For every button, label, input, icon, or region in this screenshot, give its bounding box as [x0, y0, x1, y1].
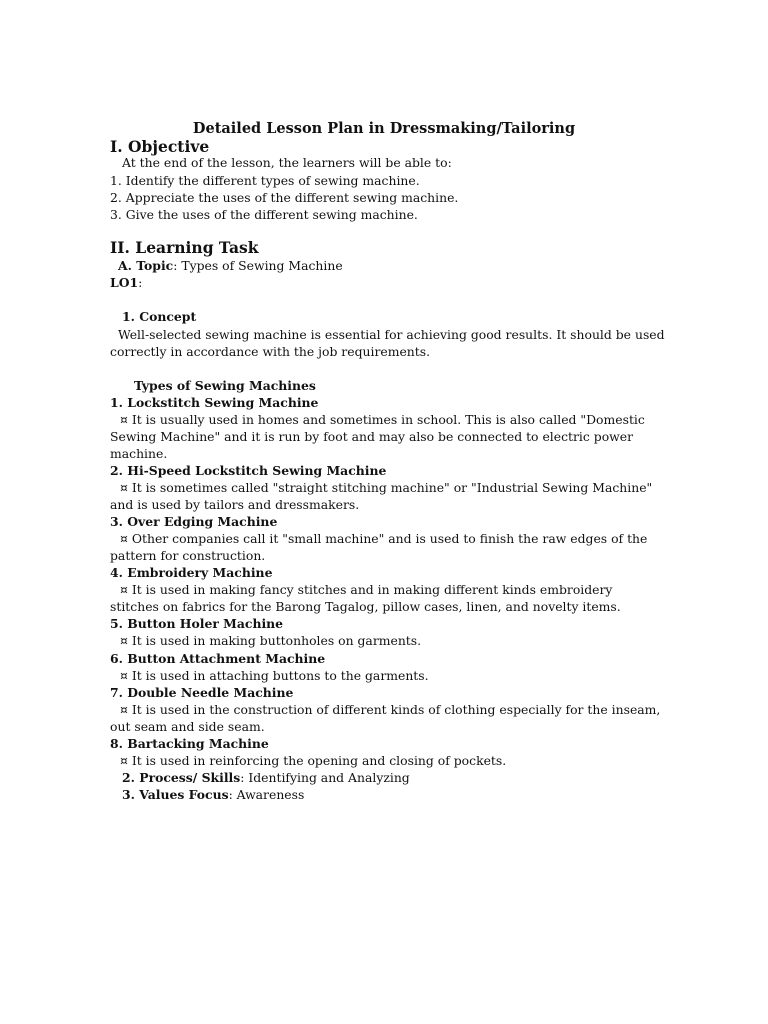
machine-name: 7. Double Needle Machine [110, 685, 294, 700]
document-title: Detailed Lesson Plan in Dressmaking/Tailoring [192, 120, 576, 137]
objective-item: 3. Give the uses of the different sewing machine. [110, 207, 418, 222]
machine-name: 2. Hi-Speed Lockstitch Sewing Machine [110, 463, 387, 478]
machine-description: out seam and side seam. [110, 719, 265, 734]
machine-description: stitches on fabrics for the Barong Tagalog, pillow cases, linen, and novelty items. [110, 599, 621, 614]
machine-description: pattern for construction. [110, 548, 266, 563]
machine-description: ¤ It is usually used in homes and sometimes in school. This is also called "Domestic [120, 412, 645, 427]
process-line [122, 769, 658, 786]
concept-text: correctly in accordance with the job requirements. [110, 344, 431, 359]
process-label: 2. Process/ Skills [122, 770, 241, 785]
machine-description: ¤ It is used in reinforcing the opening and closing of pockets. [120, 753, 507, 768]
values-line [122, 786, 658, 803]
lo-label: LO1 [110, 275, 139, 290]
machine-name: 6. Button Attachment Machine [110, 651, 326, 666]
machine-description: and is used by tailors and dressmakers. [110, 497, 360, 512]
objective-item: 1. Identify the different types of sewing machine. [110, 173, 420, 188]
concept-text: Well-selected sewing machine is essential for achieving good results. It should be used [118, 327, 665, 342]
lo-colon: : [138, 275, 143, 290]
machine-name: 5. Button Holer Machine [110, 616, 284, 631]
machine-name: 3. Over Edging Machine [110, 514, 278, 529]
machine-name: 1. Lockstitch Sewing Machine [110, 395, 319, 410]
values-value: : Awareness [228, 787, 305, 802]
machine-description: ¤ It is sometimes called "straight stitching machine" or "Industrial Sewing Machine" [120, 480, 653, 495]
types-heading: Types of Sewing Machines [134, 378, 316, 393]
machine-description: ¤ It is used in the construction of different kinds of clothing especially for the inseam, [120, 702, 661, 717]
machine-description: Sewing Machine" and it is run by foot and may also be connected to electric power [110, 429, 634, 444]
lo-line [110, 274, 658, 291]
machine-description: ¤ It is used in attaching buttons to the garments. [120, 668, 429, 683]
machine-description: ¤ It is used in making buttonholes on garments. [120, 633, 422, 648]
objective-intro: At the end of the lesson, the learners will be able to: [122, 155, 452, 170]
learning-task-heading: II. Learning Task [110, 238, 259, 257]
machine-name: 4. Embroidery Machine [110, 565, 273, 580]
process-value: : Identifying and Analyzing [240, 770, 410, 785]
machine-description: ¤ Other companies call it "small machine" and is used to finish the raw edges of the [120, 531, 648, 546]
machine-description: machine. [110, 446, 168, 461]
objective-item: 2. Appreciate the uses of the different sewing machine. [110, 190, 459, 205]
machine-name: 8. Bartacking Machine [110, 736, 269, 751]
concept-heading: 1. Concept [122, 309, 197, 324]
values-label: 3. Values Focus [122, 787, 229, 802]
topic-value: : Types of Sewing Machine [173, 258, 343, 273]
topic-label: A. Topic [118, 258, 174, 273]
machine-description: ¤ It is used in making fancy stitches and in making different kinds embroidery [120, 582, 613, 597]
topic-line [118, 257, 658, 274]
objective-heading: I. Objective [110, 137, 210, 156]
